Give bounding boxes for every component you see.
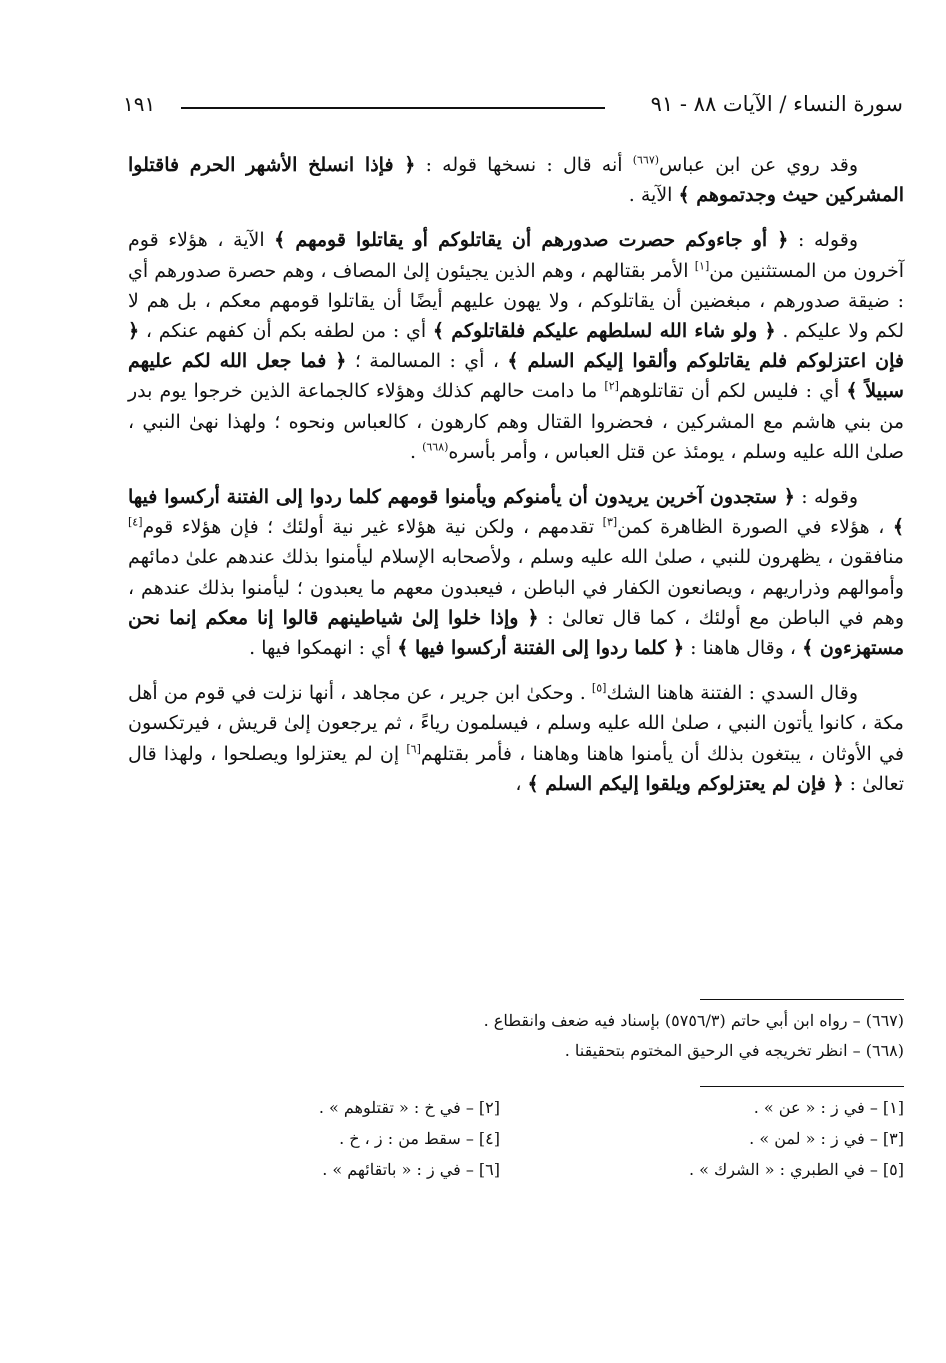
reference-note: (٦٦٧) – رواه ابن أبي حاتم (٥٧٥٦/٣) بإسناد فيه ضعف وانقطاع . (483, 1011, 904, 1030)
notes-row (280, 1098, 904, 1129)
reference-note: (٦٦٨) – انظر تخريجه في الرحيق المختوم بتحقيقنا . (564, 1041, 904, 1060)
text-run: ، وقال هاهنا : (684, 637, 803, 660)
footnote-marker: (٦٦٨) (422, 440, 449, 454)
references-divider (700, 999, 904, 1000)
footnote-marker: [٦] (406, 742, 421, 756)
text-run: أنه قال : نسخها قوله : (415, 154, 633, 176)
hadith-references (204, 1011, 904, 1071)
variant-note: [٤] – سقط من : ز ، خ . (339, 1129, 500, 1148)
footnote-marker: [٤] (128, 515, 143, 529)
footnote-marker: (٦٦٧) (632, 153, 660, 167)
text-run: وقال السدي : الفتنة هاهنا الشك (606, 682, 859, 705)
quran-verse: ﴿ وإذا خلوا إلىٰ شياطينهم قالوا إنا معكم إنما نحن مستهزءون ﴾ (128, 606, 904, 660)
variant-note: [٦] – في ز : « باتقائهم » . (322, 1160, 500, 1179)
footnote-marker: [١] (694, 259, 710, 273)
variant-note: [٥] – في الطبري : « الشرك » . (688, 1160, 904, 1179)
page-number: ١٩١ (123, 92, 156, 116)
footnote-marker: [٥] (591, 681, 607, 695)
quran-verse: ﴿ ستجدون آخرين يريدون أن يأمنوكم ويأمنوا قومهم كلما ردوا إلى الفتنة أركسوا فيها ﴾ (128, 486, 904, 539)
quran-verse: ﴿ فإن اعتزلوكم فلم يقاتلوكم وألقوا إليكم السلم ﴾ (128, 320, 904, 373)
page-header (123, 92, 903, 122)
variant-note: [٣] – في ز : « لمن » . (749, 1129, 904, 1148)
text-run: تقدمهم ، ولكن نية هؤلاء غير نية أولئك ؛ فإن هؤلاء قوم (142, 516, 603, 539)
variant-note: [١] – في ز : « عن » . (753, 1098, 904, 1117)
footnote-marker: [٢] (604, 380, 619, 394)
quran-verse: ﴿ أو جاءوكم حصرت صدورهم أن يقاتلوكم أو يقاتلوا قومهم ﴾ (274, 229, 789, 252)
quran-verse: ﴿ ولو شاء الله لسلطهم عليكم فلقاتلوكم ﴾ (432, 320, 776, 343)
quran-verse: ﴿ فما جعل الله لكم عليهم سبيلاً ﴾ (128, 350, 904, 403)
text-run: وقوله : (794, 486, 858, 509)
text-run: . وحكىٰ ابن جرير ، عن مجاهد ، أنها نزلت في قوم من أهل مكة ، كانوا يأتون النبي ، صلىٰ الله عليه وسلم ، فيسلمون رياءً ، ثم يرجعون إلىٰ قريش ، فيرتكسون في الأوثان ، يبتغون بذلك أن يأمنوا هاهنا وهاهنا ، فأمر بقتلهم (128, 682, 904, 765)
text-run: ، أي : المسالمة ؛ (346, 350, 508, 373)
text-run: . (410, 440, 423, 463)
paragraph (128, 225, 904, 467)
text-run: الآية ، هؤلاء قوم آخرون من المستثنين من (128, 229, 904, 282)
manuscript-notes (280, 1098, 904, 1191)
notes-row (280, 1129, 904, 1160)
paragraph (128, 678, 904, 799)
notes-divider (700, 1086, 904, 1087)
text-run: أي : من لطفه بكم أن كفهم عنكم ، (139, 320, 433, 343)
text-run: أي : فليس لكم أن تقاتلوهم (618, 380, 847, 403)
paragraph (128, 482, 904, 663)
text-run: إن لم يعتزلوا ويصلحوا ، ولهذا قال تعالىٰ : (128, 742, 904, 795)
running-title: سورة النساء / الآيات ٨٨ - ٩١ (650, 92, 903, 116)
text-run: ، هؤلاء في الصورة الظاهرة كمن (617, 516, 893, 539)
text-run: الآية . (628, 184, 679, 207)
header-rule (181, 107, 605, 109)
notes-row (280, 1160, 904, 1191)
text-run: الأمر بقتالهم ، وهم الذين يجيئون إلىٰ المصاف ، وهم حصرة صدورهم أي : ضيقة صدورهم ، مبغضين أن يقاتلوكم ، ولا يهون عليهم أيضًا أن يقاتلوا قومهم معكم ، بل هم لا لكم ولا عليكم . (128, 259, 904, 343)
paragraph (128, 150, 904, 210)
variant-note: [٢] – في خ : « تقتلوهم » . (318, 1098, 500, 1117)
quran-verse: ﴿ كلما ردوا إلى الفتنة أركسوا فيها ﴾ (397, 637, 685, 660)
footnote-marker: [٣] (602, 515, 618, 529)
text-run: أي : انهمكوا فيها . (249, 637, 398, 660)
main-text (128, 150, 904, 814)
text-run: ، (515, 772, 528, 795)
text-run: وقد روي عن ابن عباس (659, 154, 859, 176)
text-run: وقوله : (788, 229, 858, 252)
text-run: ما دامت حالهم كذلك وهؤلاء كالجماعة الذين خرجوا يوم بدر من بني هاشم مع المشركين ، فحضروا القتال وهم كارهون ، كالعباس ونحوه ؛ ولهذا نهىٰ النبي ، صلىٰ الله عليه وسلم ، يومئذ عن قتل العباس ، وأمر بأسره (128, 380, 904, 463)
quran-verse: ﴿ فإن لم يعتزلوكم ويلقوا إليكم السلم ﴾ (527, 772, 844, 795)
quran-verse: ﴿ فإذا انسلخ الأشهر الحرم فاقتلوا المشركين حيث وجدتموهم ﴾ (128, 154, 904, 207)
text-run: منافقون ، يظهرون للنبي ، صلىٰ الله عليه وسلم ، ولأصحابه الإسلام ليأمنوا بذلك عندهم علىٰ دمائهم وأموالهم وذراريهم ، ويصانعون الكفار في الباطن ، فيعبدون معهم ما يعبدون ؛ ليأمنوا بذلك عندهم ، وهم في الباطن مع أولئك ، كما قال تعالىٰ : (128, 546, 904, 629)
